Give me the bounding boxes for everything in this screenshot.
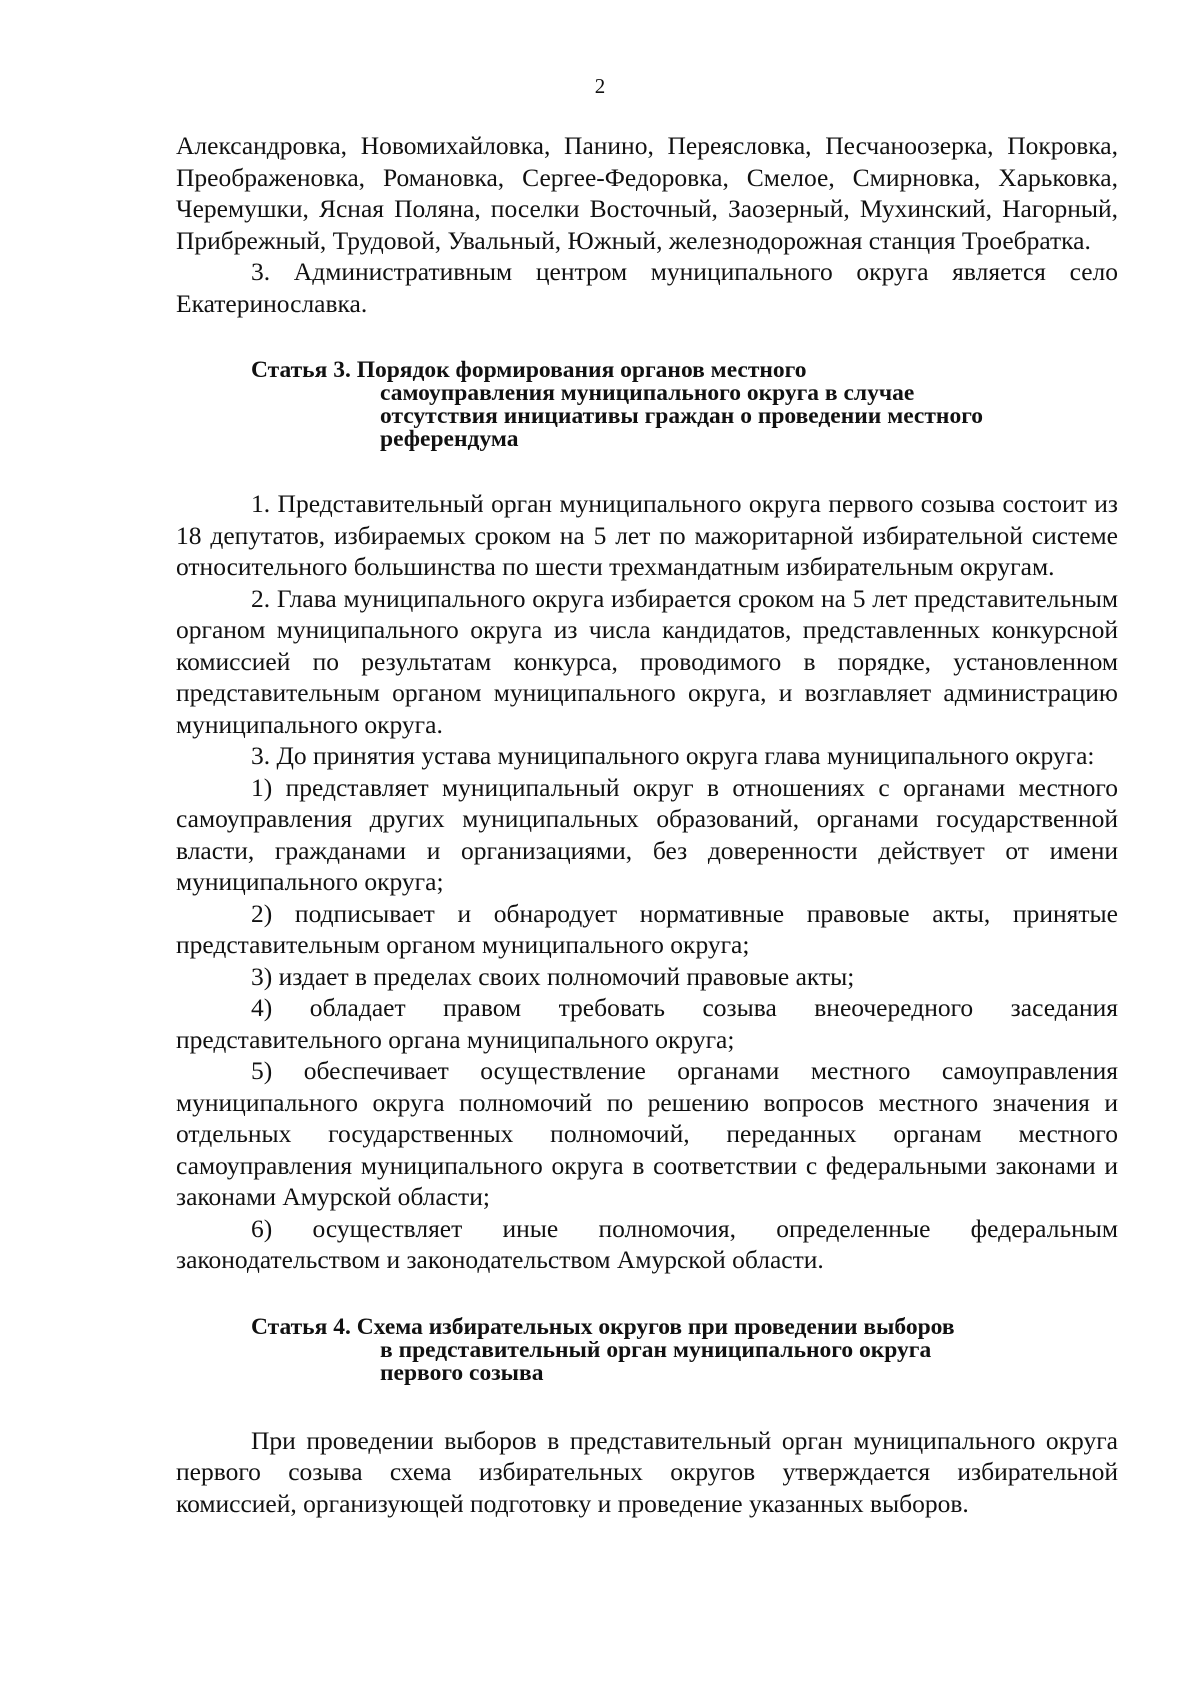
- article-3-list-item: 2) подписывает и обнародует нормативные правовые акты, принятые представительным органом муниципального округа;: [176, 898, 1118, 959]
- article-3-list-item: 1) представляет муниципальный округ в отношениях с органами местного самоуправления других муниципальных образований, органами государственной власти, гражданами и организациями, без доверенности действует от имени муниципального округа;: [176, 772, 1118, 896]
- article-4-heading: [176, 1313, 1118, 1386]
- article-3-list-item: 4) обладает правом требовать созыва внеочередного заседания представительного органа муниципального округа;: [176, 993, 1118, 1054]
- article-3-title-line: отсутствия инициативы граждан о проведении местного: [380, 403, 984, 429]
- article-3-paragraph-1: 1. Представительный орган муниципального округа первого созыва состоит из 18 депутатов, избираемых сроком на 5 лет по мажоритарной избирательной системе относительного большинства по шести трехмандатным избирательным округам.: [176, 489, 1118, 581]
- article-3-paragraph-2: 2. Глава муниципального округа избирается сроком на 5 лет представительным органом муниципального округа из числа кандидатов, представленных конкурсной комиссией по результатам конкурса, проводимого в порядке, установленном представительным органом муниципального округа, и возглавляет администрацию муниципального округа.: [176, 583, 1118, 739]
- article-3-list-item: 5) обеспечивает осуществление органами местного самоуправления муниципального округа полномочий по решению вопросов местного значения и отдельных государственных полномочий, переданных органам местного самоуправления муниципального округа в соответствии с федеральными законами и законами Амурской области;: [176, 1056, 1118, 1211]
- page-number: 2: [594, 74, 606, 98]
- article-4-title-line: в представительный орган муниципального округа: [380, 1336, 932, 1363]
- article-3-title-line: референдума: [380, 426, 519, 452]
- article-3-heading: [176, 359, 1118, 451]
- admin-center-paragraph: 3. Административным центром муниципального округа является село Екатеринославка.: [176, 257, 1118, 318]
- document-body: [176, 130, 1118, 1519]
- article-4-title-line: первого созыва: [380, 1359, 544, 1386]
- article-4-title-line: Статья 4. Схема избирательных округов при проведении выборов: [251, 1313, 955, 1340]
- article-3-paragraph-3: 3. До принятия устава муниципального округа глава муниципального округа:: [251, 741, 1095, 770]
- settlements-paragraph: Александровка, Новомихайловка, Панино, Переясловка, Песчаноозерка, Покровка, Преображеновка, Романовка, Сергее-Федоровка, Смелое, Смирновка, Харьковка, Черемушки, Ясная Поляна, поселки Восточный, Заозерный, Мухинский, Нагорный, Прибрежный, Трудовой, Увальный, Южный, железнодорожная станция Троебратка.: [176, 131, 1118, 255]
- article-4-paragraph-1: При проведении выборов в представительный орган муниципального округа первого созыва схема избирательных округов утверждается избирательной комиссией, организующей подготовку и проведение указанных выборов.: [176, 1425, 1118, 1518]
- article-3-list-item: 3) издает в пределах своих полномочий правовые акты;: [251, 961, 855, 991]
- article-3-title-line: самоуправления муниципального округа в случае: [380, 380, 915, 406]
- article-3-list-item: 6) осуществляет иные полномочия, определенные федеральным законодательством и законодательством Амурской области.: [176, 1213, 1118, 1274]
- article-3-title-line: Статья 3. Порядок формирования органов местного: [251, 357, 807, 383]
